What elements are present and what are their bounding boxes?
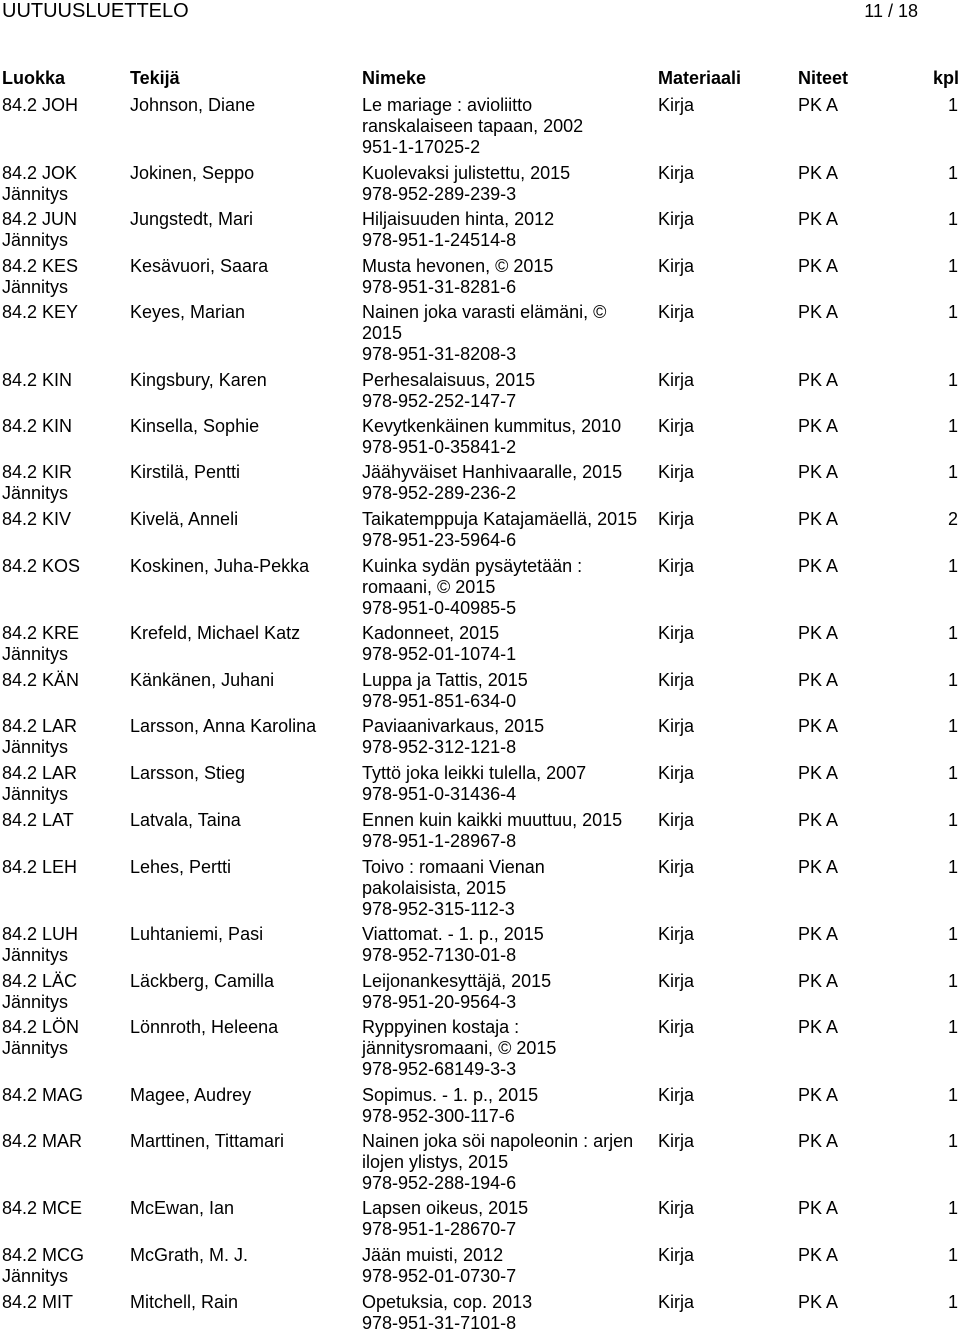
copies-location: PK A [798, 163, 839, 183]
title-line: Opetuksia, cop. 2013 [362, 1292, 533, 1312]
genre-label: Jännitys [2, 644, 69, 664]
title-line: Nainen joka varasti elämäni, © [362, 302, 607, 322]
class-code: 84.2 LAR [2, 763, 78, 783]
copies-location: PK A [798, 462, 839, 482]
title-line: Toivo : romaani Vienan [362, 857, 545, 877]
class-code: 84.2 JOH [2, 95, 79, 115]
class-code: 84.2 KIN [2, 416, 73, 436]
isbn: 978-952-288-194-6 [362, 1173, 517, 1193]
class-code: 84.2 JUN [2, 209, 78, 229]
copy-count: 1 [947, 1131, 958, 1151]
class-code: 84.2 MCG [2, 1245, 85, 1265]
copy-count: 1 [947, 1198, 958, 1218]
class-code: 84.2 LÖN [2, 1017, 80, 1037]
isbn: 978-952-289-239-3 [362, 184, 517, 204]
title-line: Kuinka sydän pysäytetään : [362, 556, 583, 576]
copy-count: 1 [947, 416, 958, 436]
isbn: 951-1-17025-2 [362, 137, 481, 157]
title-line: Leijonankesyttäjä, 2015 [362, 971, 552, 991]
author-name: McGrath, M. J. [130, 1245, 249, 1265]
copy-count: 1 [947, 556, 958, 576]
isbn: 978-951-1-28670-7 [362, 1219, 517, 1239]
title-line: Le mariage : avioliitto [362, 95, 533, 115]
material-type: Kirja [658, 1131, 695, 1151]
author-name: Lönnroth, Heleena [130, 1017, 279, 1037]
author-name: Johnson, Diane [130, 95, 256, 115]
material-type: Kirja [658, 462, 695, 482]
copies-location: PK A [798, 924, 839, 944]
material-type: Kirja [658, 1085, 695, 1105]
genre-label: Jännitys [2, 277, 69, 297]
author-name: Keyes, Marian [130, 302, 246, 322]
genre-label: Jännitys [2, 945, 69, 965]
copies-location: PK A [798, 509, 839, 529]
class-code: 84.2 LAR [2, 716, 78, 736]
copies-location: PK A [798, 763, 839, 783]
isbn: 978-952-7130-01-8 [362, 945, 517, 965]
title-line: Jäähyväiset Hanhivaaralle, 2015 [362, 462, 623, 482]
genre-label: Jännitys [2, 184, 69, 204]
title-line: jännitysromaani, © 2015 [362, 1038, 557, 1058]
copy-count: 1 [947, 763, 958, 783]
copies-location: PK A [798, 1131, 839, 1151]
isbn: 978-951-0-35841-2 [362, 437, 517, 457]
material-type: Kirja [658, 556, 695, 576]
copies-location: PK A [798, 1085, 839, 1105]
class-code: 84.2 KES [2, 256, 79, 276]
isbn: 978-952-01-0730-7 [362, 1266, 517, 1286]
copies-location: PK A [798, 370, 839, 390]
material-type: Kirja [658, 95, 695, 115]
copy-count: 1 [947, 370, 958, 390]
material-type: Kirja [658, 623, 695, 643]
class-code: 84.2 KRE [2, 623, 80, 643]
title-line: ranskalaiseen tapaan, 2002 [362, 116, 584, 136]
class-code: 84.2 MAG [2, 1085, 84, 1105]
author-name: Kinsella, Sophie [130, 416, 260, 436]
author-name: Kingsbury, Karen [130, 370, 267, 390]
copies-location: PK A [798, 556, 839, 576]
copy-count: 1 [947, 623, 958, 643]
column-header-nimeke: Nimeke [362, 68, 427, 88]
copies-location: PK A [798, 716, 839, 736]
class-code: 84.2 LÄC [2, 971, 78, 991]
copy-count: 1 [947, 971, 958, 991]
material-type: Kirja [658, 209, 695, 229]
author-name: Kesävuori, Saara [130, 256, 269, 276]
class-code: 84.2 KEY [2, 302, 79, 322]
title-line: Kevytkenkäinen kummitus, 2010 [362, 416, 622, 436]
genre-label: Jännitys [2, 737, 69, 757]
author-name: Mitchell, Rain [130, 1292, 239, 1312]
material-type: Kirja [658, 256, 695, 276]
title-line: Viattomat. - 1. p., 2015 [362, 924, 544, 944]
copy-count: 1 [947, 1085, 958, 1105]
author-name: Latvala, Taina [130, 810, 241, 830]
title-line: Taikatemppuja Katajamäellä, 2015 [362, 509, 638, 529]
author-name: McEwan, Ian [130, 1198, 235, 1218]
material-type: Kirja [658, 810, 695, 830]
title-line: Hiljaisuuden hinta, 2012 [362, 209, 555, 229]
copy-count: 1 [947, 1245, 958, 1265]
material-type: Kirja [658, 1245, 695, 1265]
copies-location: PK A [798, 857, 839, 877]
copies-location: PK A [798, 302, 839, 322]
title-line: Perhesalaisuus, 2015 [362, 370, 536, 390]
class-code: 84.2 KIV [2, 509, 72, 529]
isbn: 978-952-289-236-2 [362, 483, 517, 503]
class-code: 84.2 MIT [2, 1292, 74, 1312]
material-type: Kirja [658, 1017, 695, 1037]
isbn: 978-951-0-40985-5 [362, 598, 517, 618]
class-code: 84.2 KOS [2, 556, 81, 576]
title-line: romaani, © 2015 [362, 577, 496, 597]
isbn: 978-952-315-112-3 [362, 899, 515, 919]
genre-label: Jännitys [2, 992, 69, 1012]
column-header-luokka: Luokka [2, 68, 66, 88]
copies-location: PK A [798, 1198, 839, 1218]
copy-count: 1 [947, 1017, 958, 1037]
class-code: 84.2 KIR [2, 462, 73, 482]
column-header-kpl: kpl [933, 68, 960, 88]
author-name: Magee, Audrey [130, 1085, 252, 1105]
title-line: Tyttö joka leikki tulella, 2007 [362, 763, 587, 783]
title-line: Sopimus. - 1. p., 2015 [362, 1085, 539, 1105]
material-type: Kirja [658, 416, 695, 436]
isbn: 978-952-01-1074-1 [362, 644, 517, 664]
author-name: Koskinen, Juha-Pekka [130, 556, 310, 576]
author-name: Marttinen, Tittamari [130, 1131, 285, 1151]
copy-count: 1 [947, 95, 958, 115]
isbn: 978-951-31-8208-3 [362, 344, 517, 364]
title-line: Jään muisti, 2012 [362, 1245, 504, 1265]
genre-label: Jännitys [2, 784, 69, 804]
copy-count: 1 [947, 857, 958, 877]
copies-location: PK A [798, 810, 839, 830]
genre-label: Jännitys [2, 1038, 69, 1058]
class-code: 84.2 MAR [2, 1131, 83, 1151]
isbn: 978-951-0-31436-4 [362, 784, 517, 804]
copy-count: 1 [947, 256, 958, 276]
title-line: Luppa ja Tattis, 2015 [362, 670, 528, 690]
material-type: Kirja [658, 370, 695, 390]
isbn: 978-951-1-28967-8 [362, 831, 517, 851]
copies-location: PK A [798, 670, 839, 690]
copy-count: 1 [947, 462, 958, 482]
title-line: 2015 [362, 323, 403, 343]
isbn: 978-952-300-117-6 [362, 1106, 515, 1126]
isbn: 978-952-68149-3-3 [362, 1059, 517, 1079]
title-line: Paviaanivarkaus, 2015 [362, 716, 545, 736]
author-name: Jokinen, Seppo [130, 163, 255, 183]
material-type: Kirja [658, 857, 695, 877]
page-number: 11 / 18 [864, 1, 918, 21]
copy-count: 1 [947, 1292, 958, 1312]
material-type: Kirja [658, 163, 695, 183]
title-line: Kadonneet, 2015 [362, 623, 500, 643]
isbn: 978-951-20-9564-3 [362, 992, 517, 1012]
class-code: 84.2 LEH [2, 857, 78, 877]
material-type: Kirja [658, 670, 695, 690]
copies-location: PK A [798, 1292, 839, 1312]
isbn: 978-951-1-24514-8 [362, 230, 517, 250]
copies-location: PK A [798, 95, 839, 115]
copies-location: PK A [798, 1017, 839, 1037]
title-line: Musta hevonen, © 2015 [362, 256, 554, 276]
copies-location: PK A [798, 623, 839, 643]
title-line: Nainen joka söi napoleonin : arjen [362, 1131, 634, 1151]
material-type: Kirja [658, 1198, 695, 1218]
copies-location: PK A [798, 416, 839, 436]
page-title: UUTUUSLUETTELO [2, 0, 189, 22]
material-type: Kirja [658, 1292, 695, 1312]
column-header-materiaali: Materiaali [658, 68, 742, 88]
material-type: Kirja [658, 924, 695, 944]
class-code: 84.2 KIN [2, 370, 73, 390]
title-line: Lapsen oikeus, 2015 [362, 1198, 529, 1218]
genre-label: Jännitys [2, 483, 69, 503]
copy-count: 1 [947, 924, 958, 944]
title-line: pakolaisista, 2015 [362, 878, 507, 898]
title-line: Ryppyinen kostaja : [362, 1017, 520, 1037]
title-line: Kuolevaksi julistettu, 2015 [362, 163, 571, 183]
author-name: Kivelä, Anneli [130, 509, 239, 529]
author-name: Kirstilä, Pentti [130, 462, 241, 482]
copy-count: 1 [947, 670, 958, 690]
genre-label: Jännitys [2, 230, 69, 250]
class-code: 84.2 MCE [2, 1198, 83, 1218]
author-name: Jungstedt, Mari [130, 209, 254, 229]
isbn: 978-952-252-147-7 [362, 391, 517, 411]
copy-count: 1 [947, 810, 958, 830]
copy-count: 1 [947, 209, 958, 229]
isbn: 978-951-31-7101-8 [362, 1313, 517, 1333]
author-name: Läckberg, Camilla [130, 971, 275, 991]
isbn: 978-952-312-121-8 [362, 737, 517, 757]
isbn: 978-951-23-5964-6 [362, 530, 517, 550]
copy-count: 1 [947, 302, 958, 322]
title-line: Ennen kuin kaikki muuttuu, 2015 [362, 810, 623, 830]
material-type: Kirja [658, 716, 695, 736]
column-header-niteet: Niteet [798, 68, 849, 88]
copy-count: 2 [947, 509, 958, 529]
isbn: 978-951-31-8281-6 [362, 277, 517, 297]
genre-label: Jännitys [2, 1266, 69, 1286]
class-code: 84.2 KÄN [2, 670, 80, 690]
class-code: 84.2 LUH [2, 924, 79, 944]
material-type: Kirja [658, 302, 695, 322]
author-name: Luhtaniemi, Pasi [130, 924, 264, 944]
copies-location: PK A [798, 971, 839, 991]
copy-count: 1 [947, 716, 958, 736]
isbn: 978-951-851-634-0 [362, 691, 517, 711]
author-name: Larsson, Stieg [130, 763, 246, 783]
material-type: Kirja [658, 971, 695, 991]
author-name: Lehes, Pertti [130, 857, 232, 877]
author-name: Känkänen, Juhani [130, 670, 275, 690]
class-code: 84.2 LAT [2, 810, 74, 830]
material-type: Kirja [658, 763, 695, 783]
author-name: Krefeld, Michael Katz [130, 623, 301, 643]
material-type: Kirja [658, 509, 695, 529]
copy-count: 1 [947, 163, 958, 183]
copies-location: PK A [798, 256, 839, 276]
author-name: Larsson, Anna Karolina [130, 716, 317, 736]
title-line: ilojen ylistys, 2015 [362, 1152, 509, 1172]
copies-location: PK A [798, 1245, 839, 1265]
column-header-tekija: Tekijä [130, 68, 180, 88]
copies-location: PK A [798, 209, 839, 229]
class-code: 84.2 JOK [2, 163, 78, 183]
